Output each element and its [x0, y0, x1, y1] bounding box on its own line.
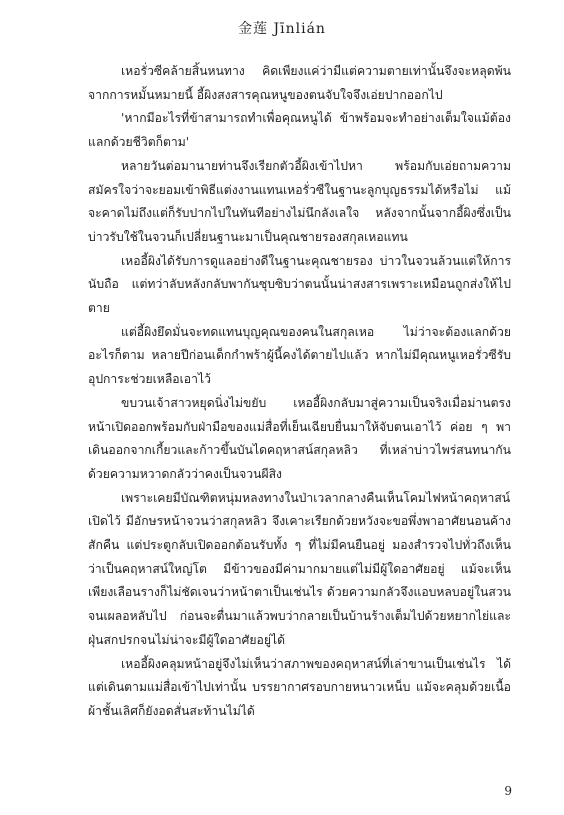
paragraph: หลายวันต่อมานายท่านจึงเรียกตัวอี้ผิงเข้าไปหา พร้อมกับเอ่ยถามความสมัครใจว่าจะยอมเข้าพิธีแต่งงานแทนเหอรั่วซีในฐานะลูกบุญธรรมได้หรือไม่ แม้จะคาดไม่ถึงแต่ก็รับปากไปในทันทีอย่างไม่นึกลังเลใจ หลังจากนั้นจากอี้ผิงซึ่งเป็นบ่าวรับใช้ในจวนก็เปลี่ยนฐานะมาเป็นคุณชายรองสกุลเหอแทน	[88, 158, 511, 244]
paragraph: เหอรั่วซีคล้ายสิ้นหนทาง คิดเพียงแค่ว่ามีแต่ความตายเท่านั้นจึงจะหลุดพ้นจากการหมั้นหมายนี้ อี้ผิงสงสารคุณหนูของตนจับใจจึงเอ่ยปากออกไป	[88, 64, 511, 102]
page-body	[88, 60, 511, 724]
paragraph: แต่อี้ผิงยึดมั่นจะทดแทนบุญคุณของคนในสกุลเหอ ไม่ว่าจะต้องแลกด้วยอะไรก็ตาม หลายปีก่อนเด็กกำพร้าผู้นี้คงได้ตายไปแล้ว หากไม่มีคุณหนูเหอรั่วซีรับอุปการะช่วยเหลือเอาไว้	[88, 324, 511, 387]
paragraph: 'หากมีอะไรที่ข้าสามารถทำเพื่อคุณหนูได้ ข้าพร้อมจะทำอย่างเต็มใจแม้ต้องแลกด้วยชีวิตก็ตาม'	[88, 111, 511, 150]
running-header: 金莲 Jīnlián	[238, 21, 326, 37]
paragraph: เหออี้ผิงได้รับการดูแลอย่างดีในฐานะคุณชายรอง บ่าวในจวนล้วนแต่ให้การนับถือ แต่ทว่าลับหลังกลับพากันซุบซิบว่าตนนั้นน่าสงสารเพราะเหมือนถูกส่งให้ไปตาย	[88, 253, 511, 316]
paragraph: ขบวนเจ้าสาวหยุดนิ่งไม่ขยับ เหออี้ผิงกลับมาสู่ความเป็นจริงเมื่อม่านตรงหน้าเปิดออกพร้อมกับฝ่ามือของแม่สื่อที่เย็นเฉียบยื่นมาให้จับตนเอาไว้ ค่อย ๆ พาเดินออกจากเกี้ยวและก้าวขึ้นบันไดคฤหาสน์สกุลหลิว ที่เหล่าบ่าวไพร่สนทนากันด้วยความหวาดกลัวว่าคงเป็นจวนผีสิง	[88, 395, 511, 481]
paragraph: เหออี้ผิงคลุมหน้าอยู่จึงไม่เห็นว่าสภาพของคฤหาสน์ที่เล่าขานเป็นเช่นไร ได้แต่เดินตามแม่สื่อเข้าไปเท่านั้น บรรยากาศรอบกายหนาวเหน็บ แม้จะคลุมด้วยเนื้อผ้าชั้นเลิศก็ยังอดสั่นสะท้านไม่ได้	[88, 656, 511, 718]
page-number: 9	[504, 784, 512, 798]
paragraph: เพราะเคยมีบัณฑิตหนุ่มหลงทางในป่าเวลากลางคืนเห็นโคมไฟหน้าคฤหาสน์เปิดไว้ มีอักษรหน้าจวนว่าสกุลหลิว จึงเคาะเรียกด้วยหวังจะขอพึ่งพาอาศัยนอนค้างสักคืน แต่ประตูกลับเปิดออกต้อนรับทั้ง ๆ ที่ไม่มีคนยืนอยู่ มองสำรวจไปทั่วถึงเห็นว่าเป็นคฤหาสน์ใหญ่โต มีข้าวของมีค่ามากมายแต่ไม่มีผู้ใดอาศัยอยู่ แม้จะเห็นเพียงเลือนรางก็ไม่ชัดเจนว่าหน้าตาเป็นเช่นไร ด้วยความกลัวจึงแอบหลบอยู่ในสวนจนเผลอหลับไป ก่อนจะตื่นมาแล้วพบว่ากลายเป็นบ้านร้างเต็มไปด้วยหยากไย่และฝุ่นสกปรกจนไม่น่าจะมีผู้ใดอาศัยอยู่ได้	[88, 490, 511, 647]
